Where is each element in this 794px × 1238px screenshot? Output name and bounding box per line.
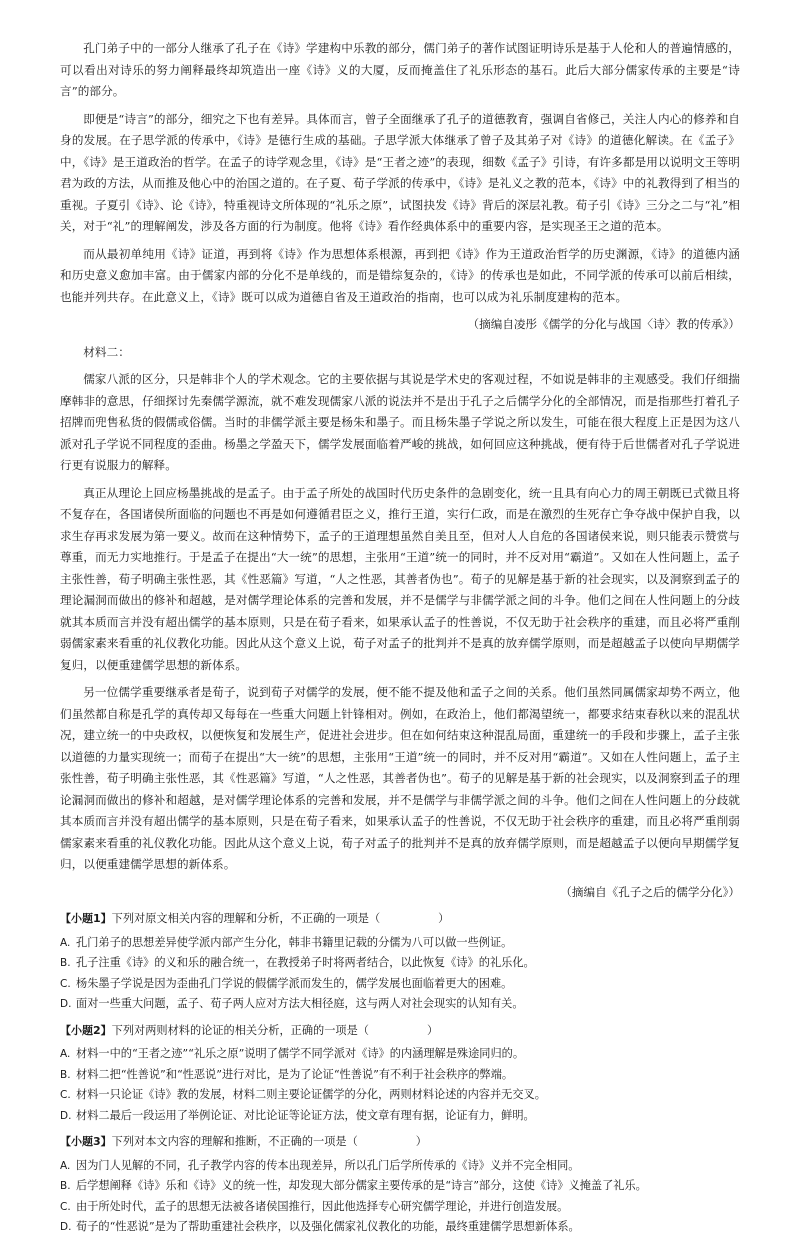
option-text: 材料一中的“王者之迹”“礼乐之原”说明了儒学不同学派对《诗》的内涵理解是殊途同归的。 — [76, 1047, 525, 1060]
option-list — [60, 1156, 740, 1238]
question-stem — [60, 909, 740, 930]
option-b[interactable] — [60, 1065, 740, 1086]
material1-paragraph: 即便是“诗言”的部分，细究之下也有差异。具体而言，曾子全面继承了孔子的道德教育，强调自省修己，关注人内心的修养和自身的发展。在子思学派的传承中，《诗》是德行生成的基础。子思学派大体继承了曾子及其弟子对《诗》的道德化解读。在《孟子》中，《诗》是王道政治的哲学。在孟子的诗学观念里，《诗》是“王者之迹”的表现，细数《孟子》引诗，有许多都是用以说明文王等明君为政的方法，从而推及他心中的治国之道的。在子夏、荀子学派的传承中，《诗》是礼义之教的范本，《诗》中的礼教得到了相当的重视。子夏引《诗》、论《诗》，特重视诗文所体现的“礼乐之原”，试图抉发《诗》背后的深层礼教。荀子引《诗》三分之二与“礼”相关，对于“礼”的理解阐发，涉及各方面的行为制度。他将《诗》看作经典体系中的重要内容，是实现圣王之道的范本。 — [60, 111, 740, 233]
option-letter: A. — [60, 1159, 71, 1172]
option-letter: A. — [60, 936, 71, 949]
option-letter: C. — [60, 977, 71, 990]
question-paren-close: ） — [438, 912, 450, 925]
option-text: 杨朱墨子学说是因为歪曲孔门学说的假儒学派而发生的，儒学发展也面临着更大的困难。 — [76, 976, 513, 990]
option-b[interactable] — [60, 1176, 740, 1197]
option-list — [60, 1044, 740, 1126]
option-text: 材料二最后一段运用了举例论证、对比论证等论证方法，使文章有理有据，论证有力，鲜明。 — [76, 1108, 535, 1122]
question-2 — [60, 1021, 740, 1127]
option-text: 后学想阐释《诗》乐和《诗》义的统一性，却发现大部分儒家主要传承的是“诗言”部分，这使《诗》义掩盖了礼乐。 — [76, 1179, 647, 1192]
material2-paragraph: 儒家八派的区分，只是韩非个人的学术观念。它的主要依据与其说是学术史的客观过程，不如说是韩非的主观感受。我们仔细揣摩韩非的意思，仔细探讨先秦儒学源流，就不难发现儒家八派的说法并不是出于孔子之后儒学分化的全部情况，而是指那些打着孔子招牌而兜售私货的假儒或俗儒。当时的非儒学派主要是杨朱和墨子。而且杨朱墨子学说之所以发生，可能在很大程度上正是因为这八派对孔子学说不同程度的歪曲。杨墨之学盈天下，儒学发展面临着严峻的挑战，如何回应这种挑战，便有待于后世儒者对孔子学说进行更有说服力的解释。 — [60, 372, 740, 472]
option-text: 由于所处时代，孟子的思想无法被各诸侯国推行，因此他选择专心研究儒学理论，并进行创造发展。 — [76, 1199, 569, 1213]
option-letter: C. — [60, 1200, 71, 1213]
option-list — [60, 933, 740, 1015]
option-letter: B. — [60, 1068, 71, 1081]
material2-citation: （摘编自《孔子之后的儒学分化》） — [560, 884, 740, 899]
question-paren-close: ） — [415, 1135, 427, 1148]
material2-paragraph: 真正从理论上回应杨墨挑战的是孟子。由于孟子所处的战国时代历史条件的急剧变化，统一且具有向心力的周王朝既已式微且将不复存在，各国诸侯所面临的问题也不再是如何遵循君臣之义，推行王道，实行仁政，而是在激烈的生死存亡争夺战中保护自我，以求生存再求发展为第一要义。故而在这种情势下，孟子的王道理想虽然自美且至，但对人人自危的各国诸侯来说，则只能表示赞赏与尊重，而无力实地推行。于是孟子在提出“大一统”的思想，主张用“王道”统一的同时，并不反对用“霸道”。又如在人性问题上，孟子主张性善，荀子明确主张性恶，其《性恶篇》写道，“人之性恶，其善者伪也”。荀子的见解是基于新的社会现实，以及洞察到孟子的理论漏洞而做出的修补和超越，是对儒学理论体系的完善和发展，并不是儒学与非儒学派之间的斗争。他们之间在人性问题上的分歧就其本质而言并没有超出儒学的基本原则，只是在荀子看来，如果承认孟子的性善说，不仅无助于社会秩序的重建，而且必将严重削弱儒家素来看重的礼仪教化功能。因此从这个意义上说，荀子对孟子的批判并不是真的放弃儒学原则，而是超越孟子以使向早期儒学复归，以便重建儒学思想的新体系。 — [60, 485, 740, 672]
option-a[interactable] — [60, 933, 740, 954]
option-text: 孔门弟子的思想差异使学派内部产生分化，韩非书籍里记载的分儒为八可以做一些例证。 — [76, 935, 513, 949]
option-text: 荀子的“性恶说”是为了帮助重建社会秩序，以及强化儒家礼仪教化的功能，最终重建儒学思想新体系。 — [76, 1220, 580, 1233]
question-text: 下列对两则材料的论证的相关分析，正确的一项是（ — [111, 1023, 369, 1037]
option-letter: D. — [60, 1221, 72, 1233]
material1-citation: （摘编自凌彤《儒学的分化与战国〈诗〉教的传承》） — [467, 317, 740, 331]
option-text: 面对一些重大问题，孟子、荀子两人应对方法大相径庭，这与两人对社会现实的认知有关。 — [76, 997, 524, 1010]
option-c[interactable] — [60, 1197, 740, 1218]
question-text: 下列对原文相关内容的理解和分析，不正确的一项是（ — [111, 912, 381, 925]
material2-paragraph: 另一位儒学重要继承者是荀子，说到荀子对儒学的发展，便不能不提及他和孟子之间的关系。他们虽然同属儒家却势不两立，他们虽然都自称是孔学的真传却又每每在一些重大问题上针锋相对。例如，在政治上，他们都渴望统一，都要求结束春秋以来的混乱状况，建立统一的中央政权，以便恢复和发展生产，促进社会进步。但在如何结束这种混乱局面，重建统一的手段和步骤上，孟子主张以道德的力量实现统一；而荀子在提出“大一统”的思想，主张用“王道”统一的同时，并不反对用“霸道”。又如在人性问题上，孟子主张性善，荀子明确主张性恶，其《性恶篇》写道，“人之性恶，其善者伪也”。荀子的见解是基于新的社会现实，以及洞察到孟子的理论漏洞而做出的修补和超越，是对儒学理论体系的完善和发展，并不是儒学与非儒学派之间的斗争。他们之间在人性问题上的分歧就其本质而言并没有超出儒学的基本原则，只是在荀子看来，如果承认孟子的性善说，不仅无助于社会秩序的重建，而且必将严重削弱儒家素来看重的礼仪教化功能。因此从这个意义上说，荀子对孟子的批判并不是真的放弃儒学原则，而是超越孟子以便向早期儒学复归，以便重建儒学思想的新体系。 — [60, 685, 740, 871]
option-a[interactable] — [60, 1156, 740, 1177]
option-letter: C. — [60, 1089, 71, 1101]
question-paren-close: ） — [426, 1023, 439, 1037]
option-b[interactable] — [60, 953, 740, 974]
material2-section — [60, 342, 740, 904]
option-letter: B. — [60, 957, 71, 969]
question-number: 【小题3】 — [60, 1135, 112, 1148]
question-1 — [60, 909, 740, 1015]
question-number: 【小题2】 — [60, 1023, 112, 1037]
option-c[interactable] — [60, 974, 740, 995]
question-text: 下列对本文内容的理解和推断，不正确的一项是（ — [111, 1135, 358, 1148]
material1-paragraph: 而从最初单纯用《诗》证道，再到将《诗》作为思想体系根源，再到把《诗》作为王道政治哲学的历史渊源，《诗》的道德内涵和历史意义愈加丰富。由于儒家内部的分化不是单线的，而是错综复杂的，《诗》的传承也是如此，不同学派的传承可以前后相续，也能并列共存。在此意义上，《诗》既可以成为道德自省及王道政治的指南，也可以成为礼乐制度建构的范本。 — [60, 246, 740, 304]
question-stem — [60, 1021, 740, 1042]
question-3 — [60, 1132, 740, 1238]
material1-paragraph: 孔门弟子中的一部分人继承了孔子在《诗》学建构中乐教的部分，儒门弟子的著作试图证明诗乐是基于人伦和人的普遍情感的，可以看出对诗乐的努力阐释最终却筑造出一座《诗》义的大厦，反而掩盖住了礼乐形态的基石。此后大部分儒家传承的主要是“诗言”的部分。 — [60, 41, 740, 98]
option-c[interactable] — [60, 1085, 740, 1106]
option-text: 因为门人见解的不同，孔子教学内容的传本出现差异，所以孔门后学所传承的《诗》义并不完全相同。 — [76, 1158, 580, 1172]
option-letter: B. — [60, 1180, 71, 1192]
exam-page — [60, 38, 740, 1238]
option-letter: A. — [60, 1048, 71, 1060]
material1-section — [60, 38, 740, 336]
option-a[interactable] — [60, 1044, 740, 1065]
option-d[interactable] — [60, 1217, 740, 1238]
question-number: 【小题1】 — [60, 912, 112, 925]
option-text: 材料一只论证《诗》教的发展，材料二则主要论证儒学的分化，两则材料论述的内容并无交叉。 — [76, 1088, 546, 1101]
material2-title: 材料二： — [83, 344, 130, 359]
option-text: 材料二把“性善说”和“性恶说”进行对比，是为了论证“性善说”有不利于社会秩序的弊端。 — [76, 1067, 514, 1081]
question-stem — [60, 1132, 740, 1153]
option-text: 孔子注重《诗》的义和乐的融合统一，在教授弟子时将两者结合，以此恢复《诗》的礼乐化。 — [76, 956, 535, 969]
option-letter: D. — [60, 1109, 72, 1122]
option-letter: D. — [60, 998, 72, 1010]
option-d[interactable] — [60, 994, 740, 1015]
option-d[interactable] — [60, 1106, 740, 1127]
